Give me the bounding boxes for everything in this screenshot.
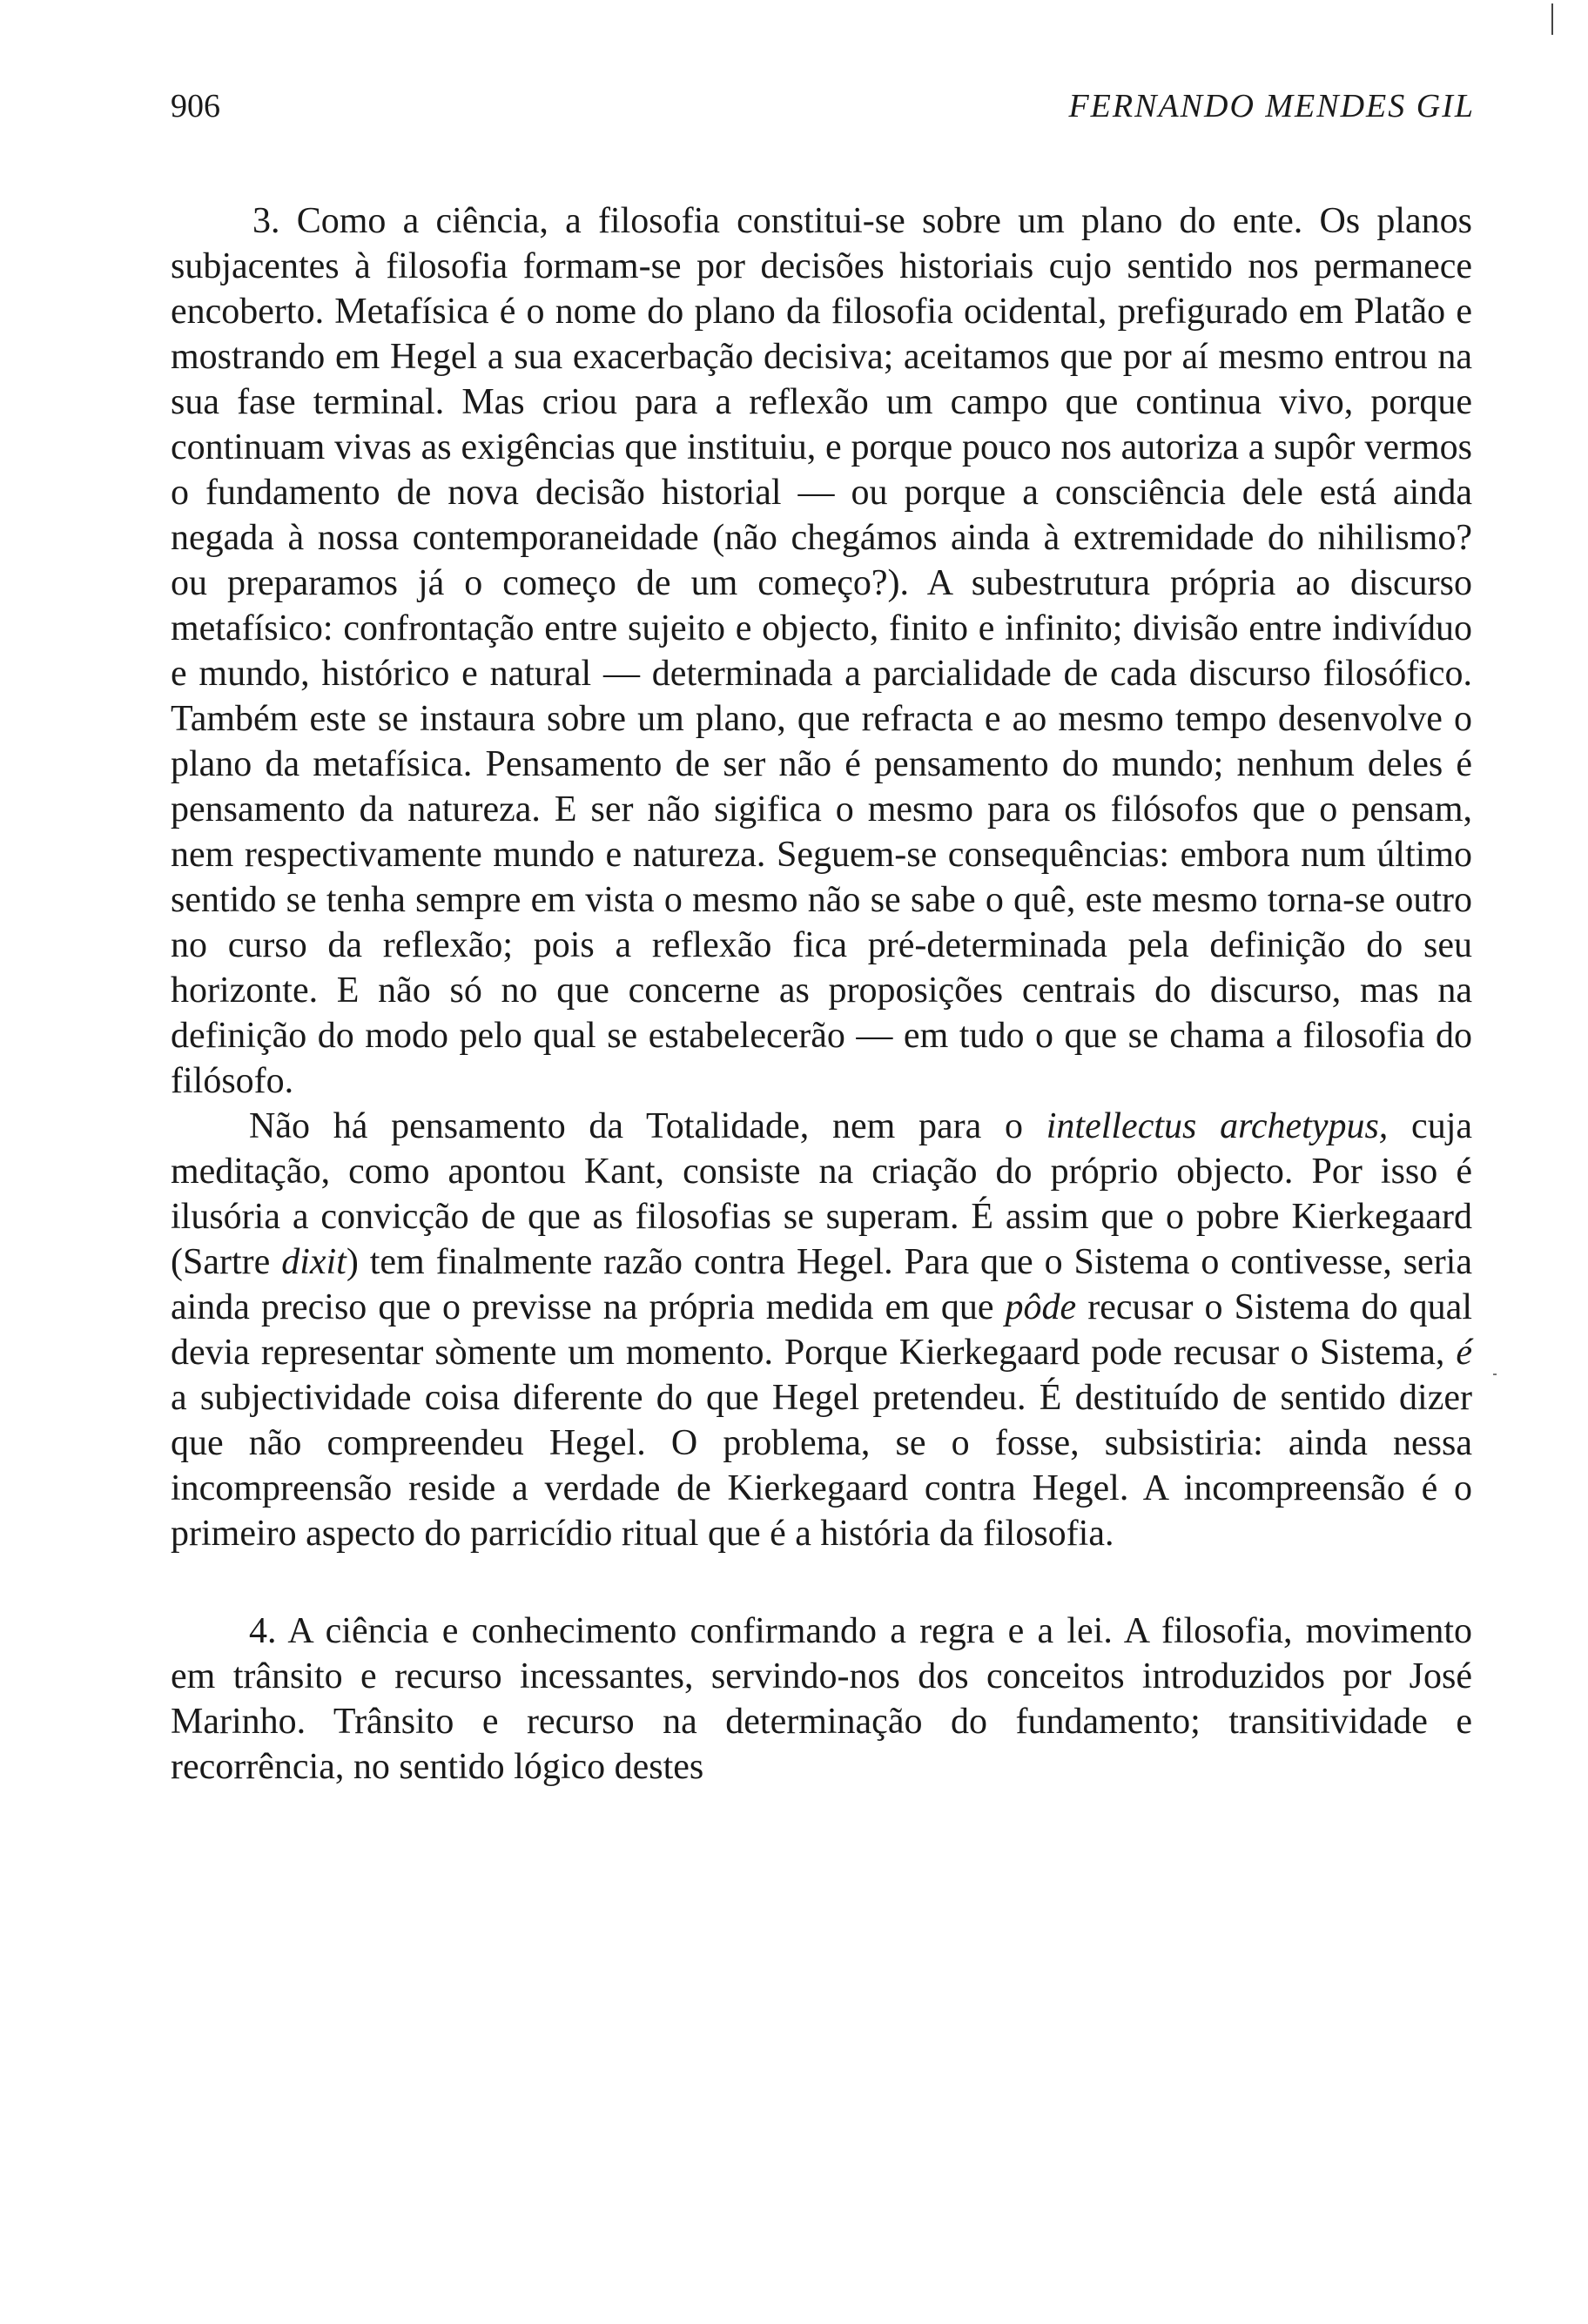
section-gap [171,1556,1472,1609]
paragraph-section-3: 3. Como a ciência, a filosofia constitui-se sobre um plano do ente. Os planos subjacentes à filosofia formam-se por decisões historiais cujo sentido nos permanece encoberto. Metafísica é o nome do plano da filosofia ocidental, prefigurado em Platão e mostrando em Hegel a sua exacerbação decisiva; aceitamos que por aí mesmo entrou na sua fase terminal. Mas criou para a reflexão um campo que continua vivo, porque continuam vivas as exigências que instituiu, e porque pouco nos autoriza a supôr vermos o fundamento de nova decisão historial — ou porque a consciência dele está ainda negada à nossa contemporaneidade (não chegámos ainda à extremidade do nihilismo? ou preparamos já o começo de um começo?). A subestrutura própria ao discurso metafísico: confrontação entre sujeito e objecto, finito e infinito; divisão entre indivíduo e mundo, histórico e natural — determinada a parcialidade de cada discurso filosófico. Também este se instaura sobre um plano, que refracta e ao mesmo tempo desenvolve o plano da metafísica. Pensamento de ser não é pensamento do mundo; nenhum deles é pensamento da natureza. E ser não sigifica o mesmo para os filósofos que o pensam, nem respectivamente mundo e natureza. Seguem-se consequências: embora num último sentido se tenha sempre em vista o mesmo não se sabe o quê, este mesmo torna-se outro no curso da reflexão; pois a reflexão fica pré-determinada pela definição do seu horizonte. E não só no que concerne as proposições centrais do discurso, mas na definição do modo pelo qual se estabelecerão — em tudo o que se chama a filosofia do filósofo. [171,201,1472,1101]
running-head [171,87,1475,139]
scan-mark [1551,3,1553,35]
text-run: ) tem finalmente razão contra Hegel. Para que o Sistema o contivesse, seria ainda preciso que o previsse na própria medida em que [171,1242,1472,1327]
italic-term: dixit [281,1242,347,1282]
italic-term: intellectus archetypus, [1046,1106,1389,1146]
page-number: 906 [171,88,220,124]
body-text [171,198,1472,1790]
text-run: Não há pensamento da Totalidade, nem para o [249,1106,1046,1146]
paragraph-totality [171,1104,1472,1556]
paragraph-section-4: 4. A ciência e conhecimento confirmando a regra e a lei. A filosofia, movimento em trânsito e recurso incessantes, servindo-nos dos conceitos introduzidos por José Marinho. Trânsito e recurso na determinação do fundamento; transitividade e recorrência, no sentido lógico destes [171,1611,1472,1787]
scan-mark [1493,1374,1497,1375]
italic-term: é [1456,1333,1472,1373]
text-run: a subjectividade coisa diferente do que Hegel pretendeu. É destituído de sentido dizer que não compreendeu Hegel. O problema, se o fosse, subsistiria: ainda nessa incompreensão reside a verdade de Kierkegaard contra Hegel. A incompreensão é o primeiro aspecto do parricídio ritual que é a história da filosofia. [171,1378,1472,1554]
running-title: FERNANDO MENDES GIL [1068,88,1475,124]
text-run: cuja meditação, como apontou Kant, consiste na criação do próprio objecto. Por isso é ilusória a convicção de que as filosofias se superam. É assim que o pobre Kierkegaard (Sartre [171,1106,1473,1282]
text-run: recusar o Sistema do qual devia representar sòmente um momento. Porque Kierkegaard pode recusar o Sistema, [171,1287,1472,1373]
italic-term: pôde [1005,1287,1077,1327]
